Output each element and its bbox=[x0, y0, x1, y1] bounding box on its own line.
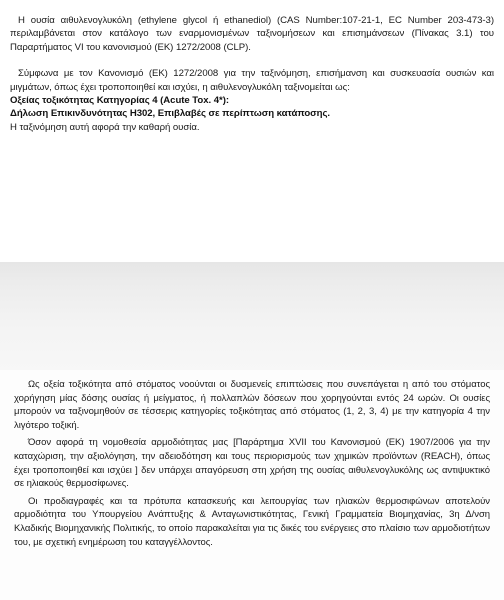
document-page-top bbox=[0, 0, 504, 262]
paragraph-ministry-competence: Οι προδιαγραφές και τα πρότυπα κατασκευής και λειτουργίας των ηλιακών θερμοσιφώνων αποτελούν αρμοδιότητα του Υπουργείου Ανάπτυξης & Ανταγωνιστικότητας, Γενική Γραμματεία Βιομηχανίας, 3η Δ/νση Κλαδικής Βιομηχανικής Πολιτικής, το οποίο παρακαλείται για τις δικές του ενέργειες στο πλαίσιο των αρμοδιοτήτων του, με σχετική ενημέρωση του καταγγέλλοντος. bbox=[14, 495, 490, 548]
bold-toxicity-category: Οξείας τοξικότητας Κατηγορίας 4 (Acute Tox. 4*): bbox=[10, 95, 229, 107]
page-separator bbox=[0, 262, 504, 370]
document-page-bottom bbox=[0, 370, 504, 600]
bold-hazard-statement: Δήλωση Επικινδυνότητας H302, Επιβλαβές σε περίπτωση κατάποσης. bbox=[10, 108, 331, 120]
paragraph-oral-toxicity: Ως οξεία τοξικότητα από στόματος νοούνται οι δυσμενείς επιπτώσεις που συνεπάγεται η από του στόματος χορήγηση μίας δόσης ουσίας ή μείγματος, ή πολλαπλών δόσεων που χορηγούνται εντός 24 ωρών. Οι ουσίες μπορούν να ταξινομηθούν σε τέσσερις κατηγορίες τοξικότητας από στόματος (1, 2, 3, 4) με την κατηγορία 4 την λιγότερο τοξική. bbox=[14, 379, 490, 431]
paragraph-cas-number: Η ουσία αιθυλενογλυκόλη (ethylene glycol ή ethanediol) (CAS Number:107-21-1, EC Number 203-473-3) περιλαμβάνεται στον κατάλογο των εναρμονισμένων ταξινομήσεων και επισημάνσεων (Πίνακας 3.1) του Παραρτήματος VI του κανονισμού (ΕΚ) 1272/2008 (CLP). bbox=[10, 15, 494, 53]
paragraph-pure-substance-note: Η ταξινόμηση αυτή αφορά την καθαρή ουσία. bbox=[10, 121, 200, 133]
paragraph-reach-legislation: Όσον αφορά τη νομοθεσία αρμοδιότητας μας [Παράρτημα XVII του Κανονισμού (ΕΚ) 1907/2006 για την καταχώριση, την αξιολόγηση, την αδειοδότηση και τους περιορισμούς των χημικών προϊόντων (REACH), όπως έχει τροποποιηθεί και ισχύει ] δεν υπάρχει απαγόρευση στη χρήση της ουσίας αιθυλενογλυκόλης ως αντιψυκτικό σε ηλιακούς θερμοσίφωνες. bbox=[14, 437, 490, 490]
paragraph-clp-regulation: Σύμφωνα με τον Κανονισμό (ΕΚ) 1272/2008 για την ταξινόμηση, επισήμανση και συσκευασία ουσιών και μιγμάτων, όπως έχει τροποποιηθεί και ισχύει, η αιθυλενογλυκόλη ταξινομείται ως: bbox=[10, 68, 494, 93]
